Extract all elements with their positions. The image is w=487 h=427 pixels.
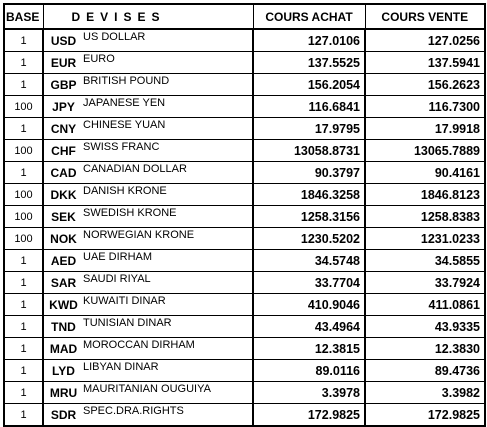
base-cell: 1	[4, 250, 43, 272]
base-cell: 1	[4, 404, 43, 427]
buy-rate: 1258.3156	[253, 206, 365, 228]
buy-rate: 172.9825	[253, 404, 365, 427]
table-row	[4, 140, 485, 162]
header-row	[4, 4, 485, 29]
base-cell: 1	[4, 360, 43, 382]
table-row	[4, 360, 485, 382]
sell-rate: 13065.7889	[365, 140, 485, 162]
buy-rate: 137.5525	[253, 52, 365, 74]
base-cell: 1	[4, 118, 43, 140]
buy-rate: 410.9046	[253, 294, 365, 316]
currency-name: CHINESE YUAN	[81, 118, 253, 140]
base-cell: 1	[4, 382, 43, 404]
base-cell: 1	[4, 316, 43, 338]
buy-rate: 17.9795	[253, 118, 365, 140]
currency-name: SPEC.DRA.RIGHTS	[81, 404, 253, 427]
buy-rate: 90.3797	[253, 162, 365, 184]
sell-rate: 137.5941	[365, 52, 485, 74]
currency-name: DANISH KRONE	[81, 184, 253, 206]
buy-rate: 156.2054	[253, 74, 365, 96]
table-row	[4, 228, 485, 250]
base-cell: 100	[4, 184, 43, 206]
base-cell: 1	[4, 272, 43, 294]
table-row	[4, 206, 485, 228]
sell-rate: 3.3982	[365, 382, 485, 404]
currency-code: EUR	[43, 52, 81, 74]
currency-name: KUWAITI DINAR	[81, 294, 253, 316]
currency-name: EURO	[81, 52, 253, 74]
table-row	[4, 272, 485, 294]
table-row	[4, 74, 485, 96]
buy-rate: 127.0106	[253, 29, 365, 52]
sell-rate: 172.9825	[365, 404, 485, 427]
sell-rate: 1258.8383	[365, 206, 485, 228]
currency-name: SAUDI RIYAL	[81, 272, 253, 294]
header-base: BASE	[4, 4, 43, 29]
rates-body	[4, 29, 485, 426]
base-cell: 1	[4, 338, 43, 360]
base-cell: 1	[4, 52, 43, 74]
base-cell: 100	[4, 228, 43, 250]
table-row	[4, 316, 485, 338]
sell-rate: 116.7300	[365, 96, 485, 118]
sell-rate: 156.2623	[365, 74, 485, 96]
sell-rate: 43.9335	[365, 316, 485, 338]
currency-code: TND	[43, 316, 81, 338]
base-cell: 1	[4, 74, 43, 96]
header-buy-rate: COURS ACHAT	[253, 4, 365, 29]
table-row	[4, 294, 485, 316]
table-row	[4, 184, 485, 206]
sell-rate: 127.0256	[365, 29, 485, 52]
base-cell: 1	[4, 162, 43, 184]
currency-name: BRITISH POUND	[81, 74, 253, 96]
currency-code: AED	[43, 250, 81, 272]
currency-code: JPY	[43, 96, 81, 118]
table-row	[4, 118, 485, 140]
currency-name: CANADIAN DOLLAR	[81, 162, 253, 184]
buy-rate: 89.0116	[253, 360, 365, 382]
currency-code: USD	[43, 29, 81, 52]
currency-name: NORWEGIAN KRONE	[81, 228, 253, 250]
buy-rate: 12.3815	[253, 338, 365, 360]
currency-name: MAURITANIAN OUGUIYA	[81, 382, 253, 404]
sell-rate: 17.9918	[365, 118, 485, 140]
currency-name: TUNISIAN DINAR	[81, 316, 253, 338]
currency-name: SWEDISH KRONE	[81, 206, 253, 228]
currency-name: US DOLLAR	[81, 29, 253, 52]
buy-rate: 116.6841	[253, 96, 365, 118]
sell-rate: 89.4736	[365, 360, 485, 382]
sell-rate: 12.3830	[365, 338, 485, 360]
table-row	[4, 52, 485, 74]
currency-code: SEK	[43, 206, 81, 228]
buy-rate: 1230.5202	[253, 228, 365, 250]
table-row	[4, 382, 485, 404]
currency-code: CAD	[43, 162, 81, 184]
buy-rate: 13058.8731	[253, 140, 365, 162]
sell-rate: 90.4161	[365, 162, 485, 184]
table-row	[4, 250, 485, 272]
buy-rate: 43.4964	[253, 316, 365, 338]
currency-name: JAPANESE YEN	[81, 96, 253, 118]
table-row	[4, 96, 485, 118]
sell-rate: 34.5855	[365, 250, 485, 272]
buy-rate: 33.7704	[253, 272, 365, 294]
sell-rate: 1846.8123	[365, 184, 485, 206]
table-row	[4, 404, 485, 427]
currency-code: DKK	[43, 184, 81, 206]
header-devises: DEVISES	[43, 4, 253, 29]
buy-rate: 3.3978	[253, 382, 365, 404]
buy-rate: 1846.3258	[253, 184, 365, 206]
currency-code: KWD	[43, 294, 81, 316]
sell-rate: 33.7924	[365, 272, 485, 294]
sell-rate: 411.0861	[365, 294, 485, 316]
base-cell: 1	[4, 29, 43, 52]
currency-code: LYD	[43, 360, 81, 382]
currency-code: CHF	[43, 140, 81, 162]
base-cell: 100	[4, 96, 43, 118]
base-cell: 100	[4, 140, 43, 162]
table-row	[4, 162, 485, 184]
buy-rate: 34.5748	[253, 250, 365, 272]
currency-code: SAR	[43, 272, 81, 294]
currency-code: NOK	[43, 228, 81, 250]
currency-code: MAD	[43, 338, 81, 360]
sell-rate: 1231.0233	[365, 228, 485, 250]
currency-code: GBP	[43, 74, 81, 96]
currency-code: SDR	[43, 404, 81, 427]
currency-name: MOROCCAN DIRHAM	[81, 338, 253, 360]
base-cell: 1	[4, 294, 43, 316]
currency-code: CNY	[43, 118, 81, 140]
header-sell-rate: COURS VENTE	[365, 4, 485, 29]
exchange-rates-table	[3, 3, 486, 427]
currency-code: MRU	[43, 382, 81, 404]
currency-name: SWISS FRANC	[81, 140, 253, 162]
currency-name: LIBYAN DINAR	[81, 360, 253, 382]
currency-name: UAE DIRHAM	[81, 250, 253, 272]
base-cell: 100	[4, 206, 43, 228]
table-row	[4, 338, 485, 360]
table-row	[4, 29, 485, 52]
